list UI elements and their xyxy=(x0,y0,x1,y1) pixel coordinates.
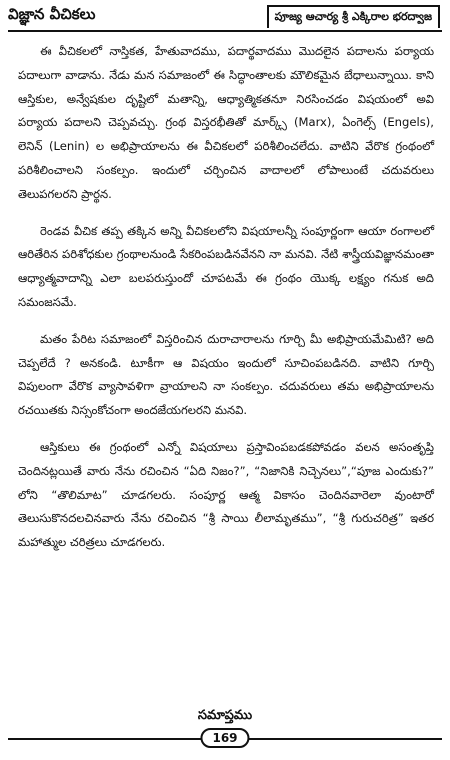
book-title: విజ్ఞాన వీచికలు xyxy=(8,5,96,23)
paragraph: ఈ వీచికలలో నాస్తికత, హేతువాదము, పదార్థవాదము మొదలైన పదాలను పర్యాయ పదాలుగా వాడాను. నేడు మన సమాజంలో ఈ సిద్ధాంతాలకు మౌలికమైన బేధాలున్నాయి. కాని ఆస్తికుల, అన్వేషకుల దృష్టిలో మతాన్ని, ఆధ్యాత్మికతనూ నిరసించడం విషయంలో అవి పర్యాయ పదాలని చెప్పవచ్చు. గ్రంథ విస్తరభీతితో మార్క్స్ (Marx), ఏంగెల్స్ (Engels), లెనిన్ (Lenin) ల అభిప్రాయాలను ఈ వీచికలలో పరిశీలించలేదు. వాటిని వేరొక గ్రంథంలో పరిశీలించాలని సంకల్పం. ఇందులో చర్చించిన వాదాలలో లోపాలుంటే చదువరులు తెలుపగలరని ప్రార్థన. xyxy=(18,44,434,201)
author-name: పూజ్య ఆచార్య శ్రీ ఎక్కిరాల భరద్వాజ xyxy=(267,5,440,28)
paragraph: మతం పేరిట సమాజంలో విస్తరించిన దురాచారాలను గూర్చి మీ అభిప్రాయమేమిటి? అది చెప్పలేదే ? అనకండి. టూకీగా ఆ విషయం ఇందులో సూచింపబడినది. వాటిని గూర్చి విపులంగా వేరొక వ్యాసావళిగా వ్రాయాలని నా సంకల్పం. చదువరులు తమ అభిప్రాయాలను రచయితకు నిస్సంకోచంగా అందజేయగలరని మనవి. xyxy=(18,331,434,418)
body-text xyxy=(18,40,434,567)
header-rule xyxy=(8,30,442,32)
page-header xyxy=(8,4,442,28)
paragraph: ఆస్తికులు ఈ గ్రంథంలో ఎన్నో విషయాలు ప్రస్తావింపబడకపోవడం వలన అసంతృప్తి చెందినట్లయితే వారు నేను రచించిన “ఏది నిజం?”, “నిజానికి నిచ్చెనలు”,“పూజ ఎందుకు?” లోని “తొలిమాట” చూడగలరు. సంపూర్ణ ఆత్మ వికాసం చెందినవారెలా వుంటారో తెలుసుకొనదలచినవారు నేను రచించిన “శ్రీ సాయి లీలామృతము”, “శ్రీ గురుచరిత్ర” ఇతర మహాత్ముల చరిత్రలు చూడగలరు. xyxy=(18,439,434,550)
page-number: 169 xyxy=(200,728,249,748)
ending-label: సమాప్తము xyxy=(197,708,253,723)
paragraph: రెండవ వీచిక తప్ప తక్కిన అన్ని వీచికలలోని విషయాలన్నీ సంపూర్ణంగా ఆయా రంగాలలో ఆరితేరిన పరిశోధకుల గ్రంథాలనుండి సేకరింపబడినవేనని నా మనవి. నేటి శాస్త్రీయవిజ్ఞానమంతా ఆధ్యాత్మవాదాన్ని ఎలా బలపరుస్తుందో చూపటమే ఈ గ్రంథం యొక్క లక్ష్యం గనుక అది సమంజసమే. xyxy=(18,223,434,309)
